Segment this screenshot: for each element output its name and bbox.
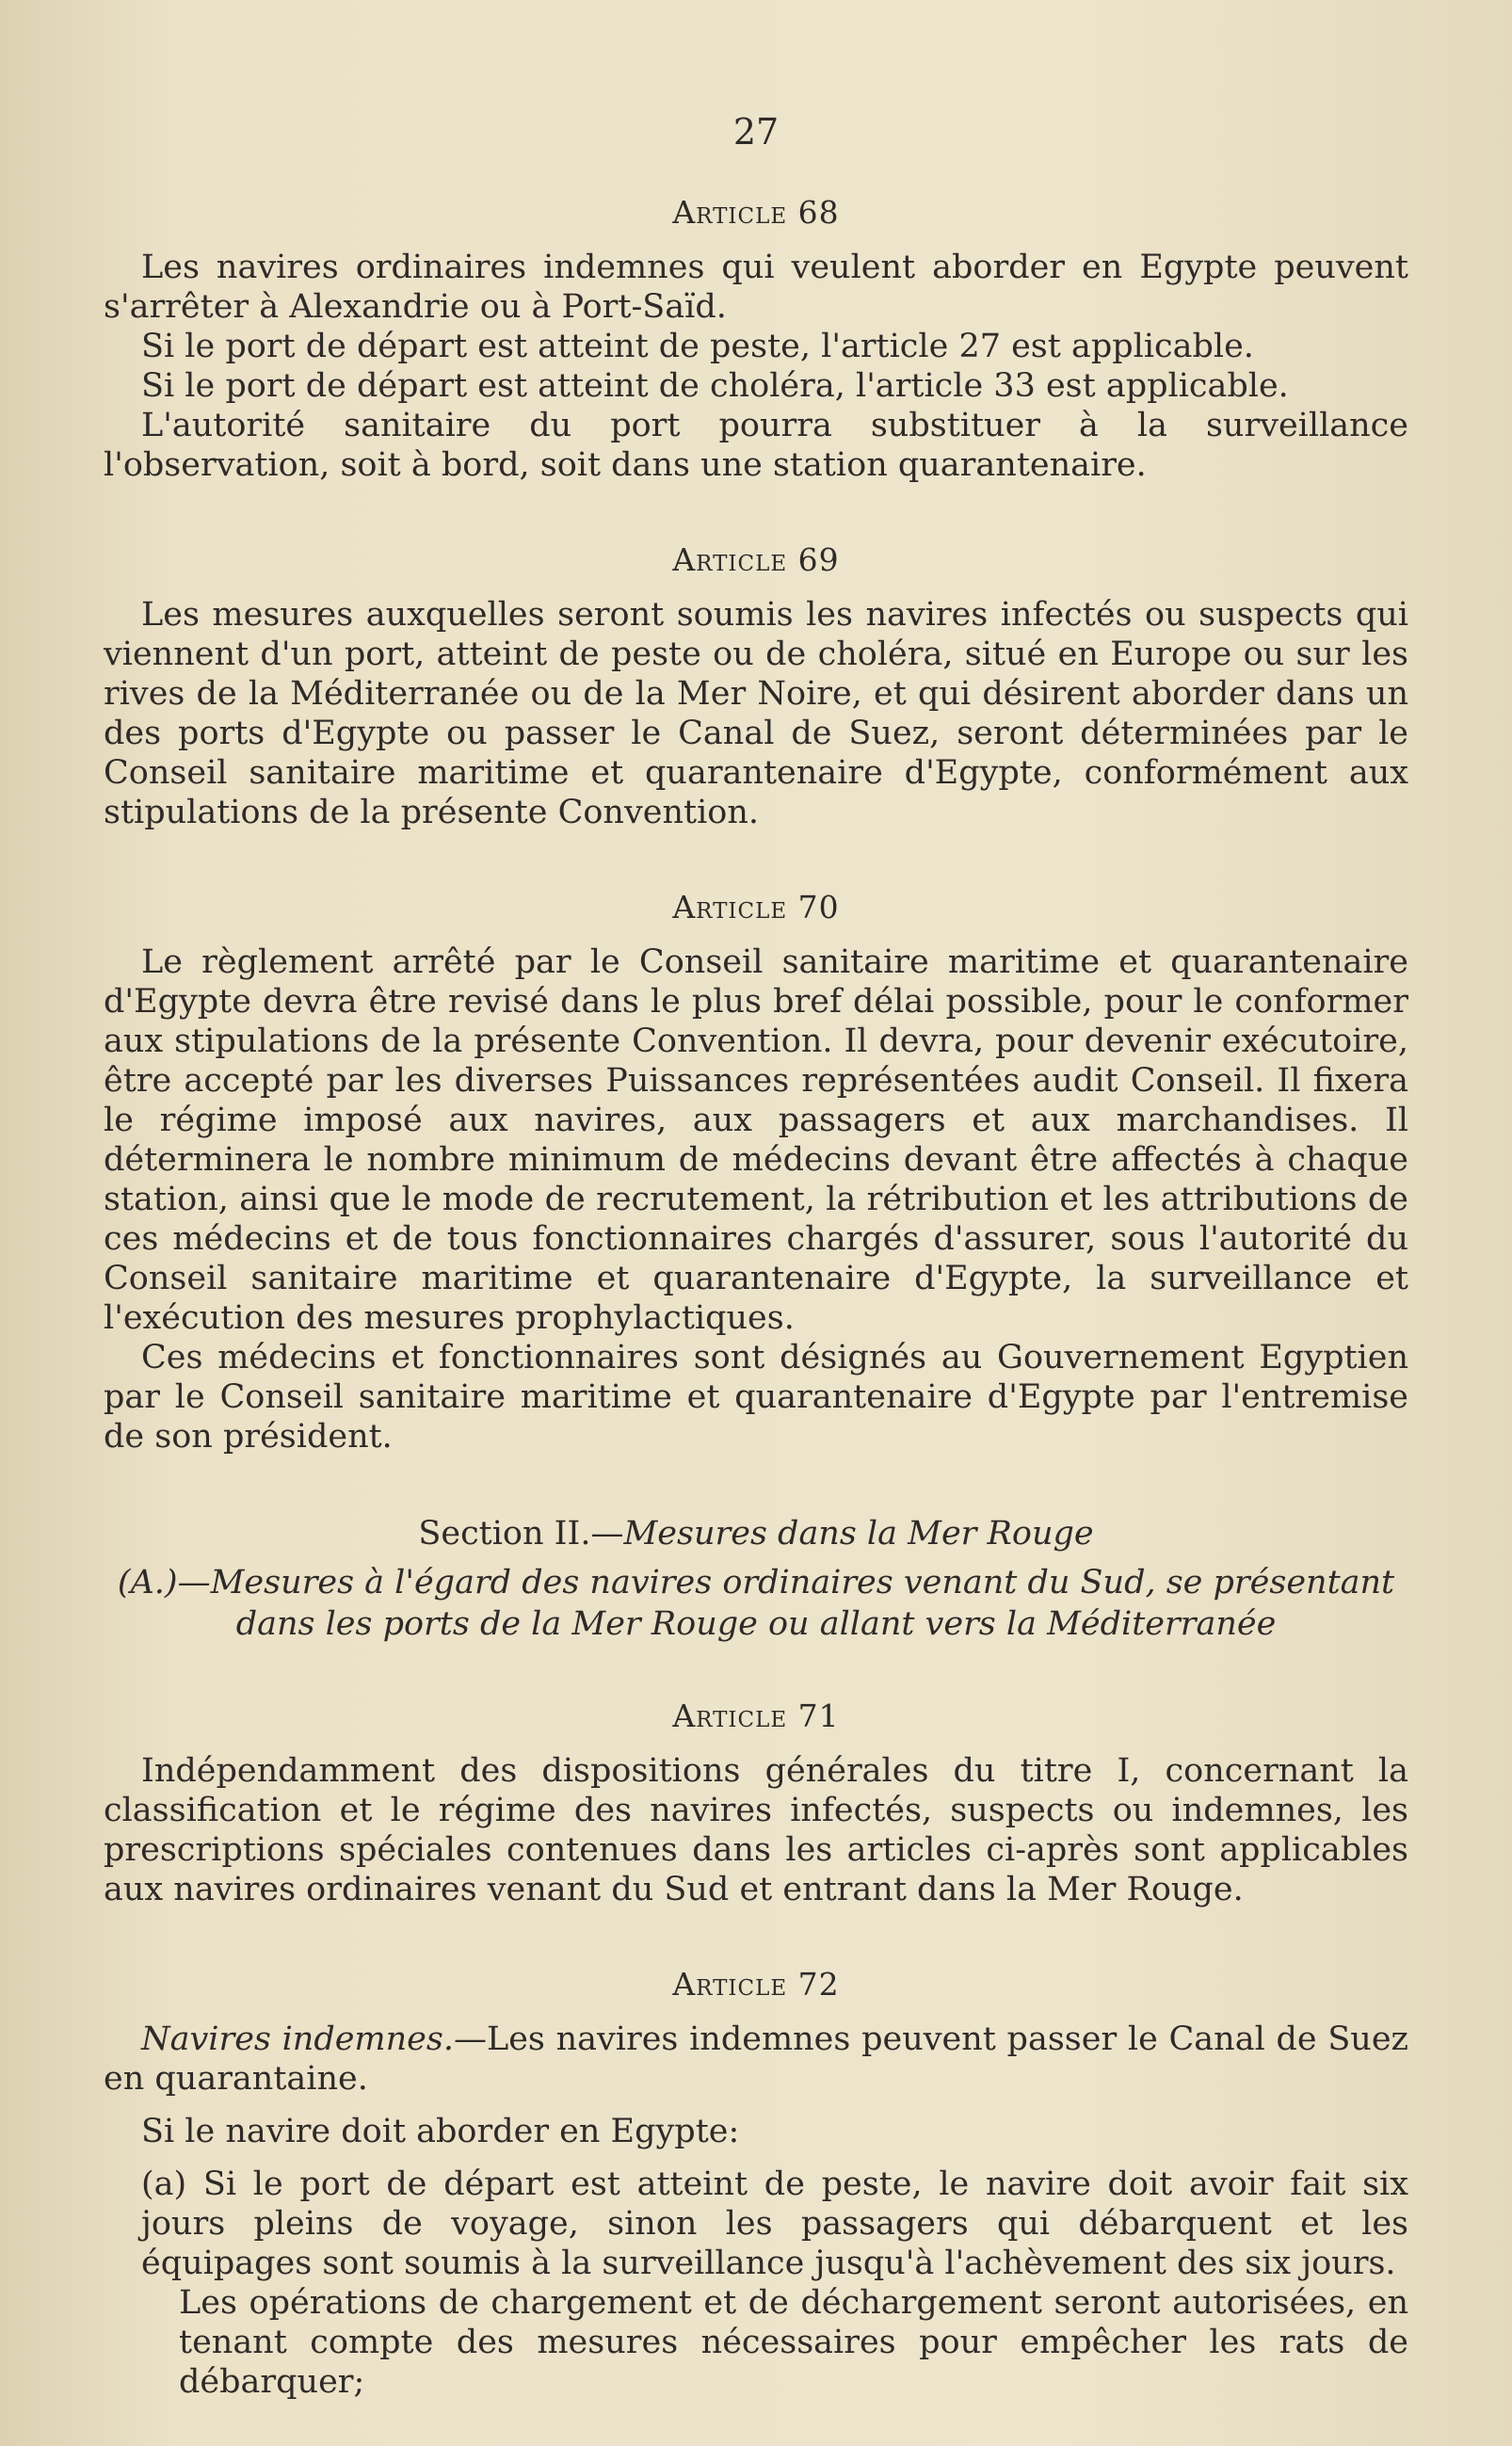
paragraph: Les navires ordinaires indemnes qui veulent aborder en Egypte peuvent s'arrêter à Alexandrie ou à Port-Saïd. [104,249,1408,326]
section-heading-prefix: Section II.— [418,1515,624,1553]
article-68 [104,194,1408,485]
lead-rest: —Les navires indemnes peuvent passer le Canal de Suez en quarantaine. [104,2020,1408,2098]
article-71 [104,1698,1408,1909]
paragraph: Si le port de départ est atteint de choléra, l'article 33 est applicable. [141,367,1289,405]
paragraph: Les mesures auxquelles seront soumis les navires infectés ou suspects qui viennent d'un port, atteint de peste ou de choléra, situé en Europe ou sur les rives de la Méditerranée ou de la Mer Noire, et qui désirent aborder dans un des ports d'Egypte ou passer le Canal de Suez, seront déterminées par le Conseil sanitaire maritime et quarantenaire d'Egypte, conformément aux stipulations de la présente Convention. [104,596,1408,831]
page-number: 27 [732,111,780,153]
section-subheading: (A.)—Mesures à l'égard des navires ordinaires venant du Sud, se présentant dans les ports de la Mer Rouge ou allant vers la Méditerranée [117,1564,1395,1643]
article-title: Article 72 [672,1966,840,2003]
sub-item-a: (a) Si le port de départ est atteint de peste, le navire doit avoir fait six jours pleins de voyage, sinon les passagers qui débarquent et les équipages sont soumis à la surveillance jusqu'à l'achèvement des six jours. [141,2165,1408,2282]
section-heading [104,1513,1408,1554]
lead-italic: Navires indemnes. [141,2020,454,2058]
article-title: Article 69 [672,541,840,578]
article-72 [104,1966,1408,2402]
article-70 [104,889,1408,1456]
section-heading-title: Mesures dans la Mer Rouge [623,1515,1094,1553]
article-title: Article 68 [672,194,840,231]
article-title: Article 70 [672,889,840,925]
paragraph: Si le navire doit aborder en Egypte: [141,2113,740,2150]
paragraph: Le règlement arrêté par le Conseil sanitaire maritime et quarantenaire d'Egypte devra être revisé dans le plus bref délai possible, pour le conformer aux stipulations de la présente Convention. Il devra, pour devenir exécutoire, être accepté par les diverses Puissances représentées audit Conseil. Il fixera le régime imposé aux navires, aux passagers et aux marchandises. Il déterminera le nombre minimum de médecins devant être affectés à chaque station, ainsi que le mode de recrutement, la rétribution et les attributions de ces médecins et de tous fonctionnaires chargés d'assurer, sous l'autorité du Conseil sanitaire maritime et quarantenaire d'Egypte, la surveillance et l'exécution des mesures prophylactiques. [104,943,1408,1337]
paragraph: L'autorité sanitaire du port pourra substituer à la surveillance l'observation, soit à bord, soit dans une station quarantenaire. [104,407,1408,484]
article-title: Article 71 [672,1698,840,1734]
sub-item-a-continuation: Les opérations de chargement et de déchargement seront autorisées, en tenant compte des mesures nécessaires pour empêcher les rats de débarquer; [179,2284,1408,2401]
paragraph: Ces médecins et fonctionnaires sont désignés au Gouvernement Egyptien par le Conseil sanitaire maritime et quarantenaire d'Egypte par l'entremise de son président. [104,1339,1408,1456]
paragraph [104,2020,1408,2099]
article-69 [104,541,1408,832]
paragraph: Si le port de départ est atteint de peste, l'article 27 est applicable. [141,328,1254,365]
paragraph: Indépendamment des dispositions générales du titre I, concernant la classification et le régime des navires infectés, suspects ou indemnes, les prescriptions spéciales contenues dans les articles ci-après sont applicables aux navires ordinaires venant du Sud et entrant dans la Mer Rouge. [104,1752,1408,1908]
